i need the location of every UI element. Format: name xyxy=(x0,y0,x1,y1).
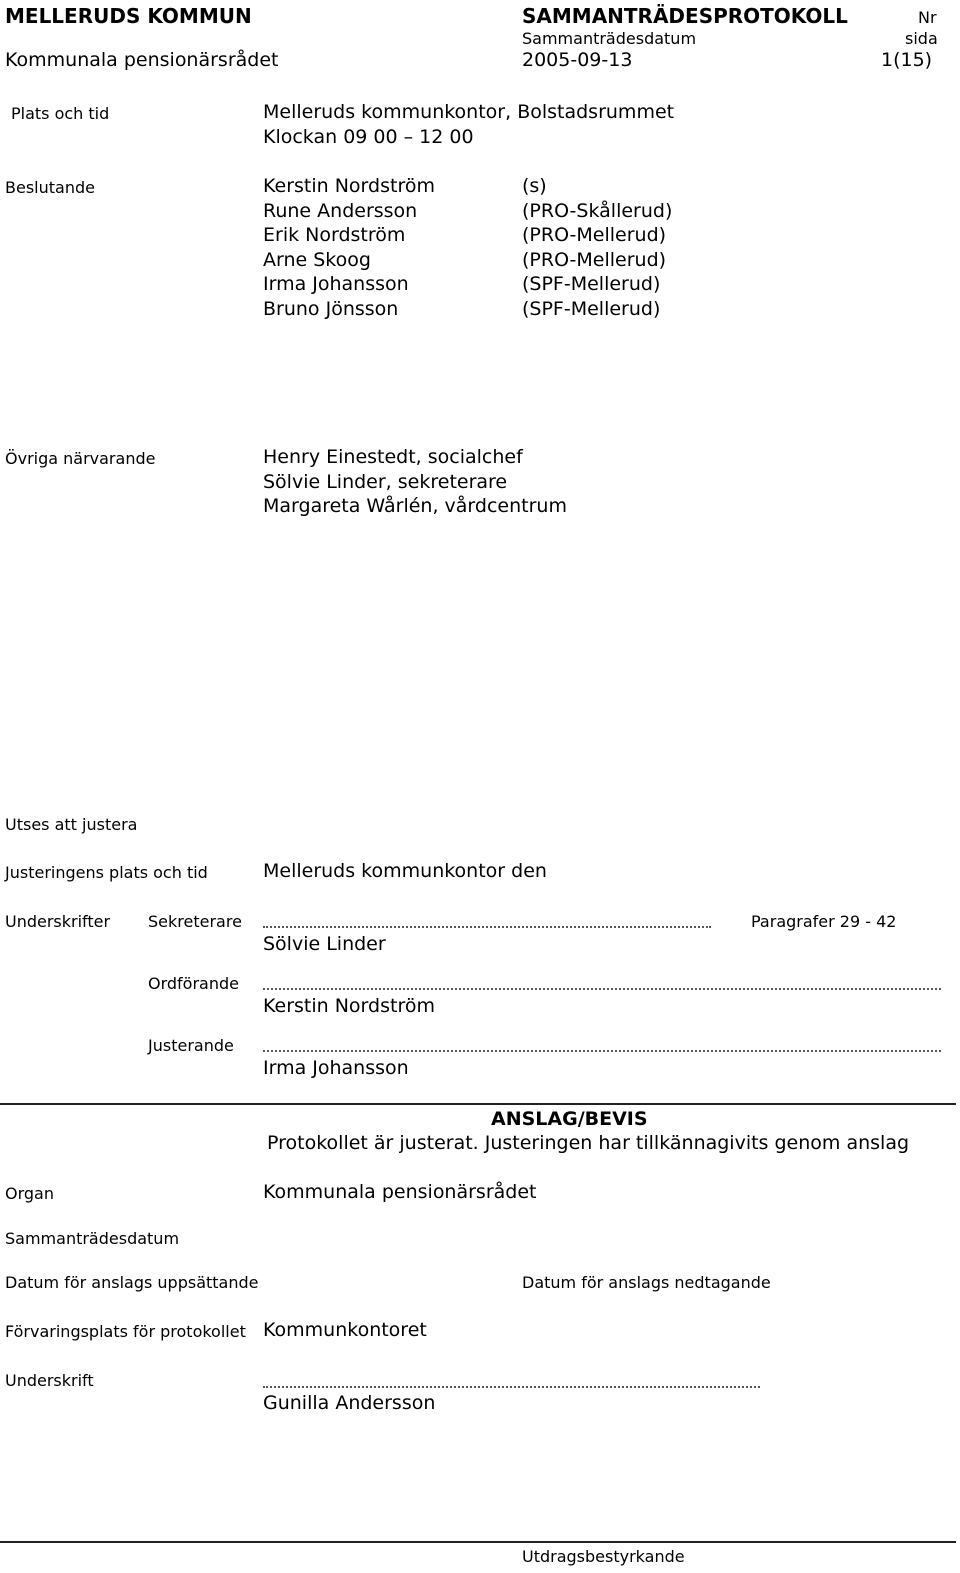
chair-label: Ordförande xyxy=(148,974,239,993)
place-time-label: Plats och tid xyxy=(11,104,110,123)
organ-label: Organ xyxy=(5,1184,54,1203)
body-name: Kommunala pensionärsrådet xyxy=(5,49,279,71)
section-divider xyxy=(0,1103,956,1105)
member-org: (SPF-Mellerud) xyxy=(522,298,661,320)
posted-date-label: Datum för anslags uppsättande xyxy=(5,1273,259,1292)
member-name: Kerstin Nordström xyxy=(263,175,435,197)
member-org: (PRO-Mellerud) xyxy=(522,224,667,246)
secretary-label: Sekreterare xyxy=(148,912,242,931)
member-name: Erik Nordström xyxy=(263,224,406,246)
municipality-title: MELLERUDS KOMMUN xyxy=(5,4,252,28)
organ-value: Kommunala pensionärsrådet xyxy=(263,1181,537,1203)
page-label: sida xyxy=(905,29,938,48)
header-date-label: Sammanträdesdatum xyxy=(522,29,697,48)
secretary-name: Sölvie Linder xyxy=(263,933,386,955)
page-number: 1(15) xyxy=(881,49,933,71)
paragraphs-range: Paragrafer 29 - 42 xyxy=(751,912,897,931)
present-person: Henry Einestedt, socialchef xyxy=(263,446,523,468)
member-org: (s) xyxy=(522,175,547,197)
time-line: Klockan 09 00 – 12 00 xyxy=(263,126,474,148)
signature-name: Gunilla Andersson xyxy=(263,1392,436,1414)
storage-label: Förvaringsplats för protokollet xyxy=(5,1322,246,1341)
member-name: Bruno Jönsson xyxy=(263,298,399,320)
member-name: Rune Andersson xyxy=(263,200,418,222)
member-name: Irma Johansson xyxy=(263,273,409,295)
notice-signature-line xyxy=(263,1386,760,1388)
notice-title: ANSLAG/BEVIS xyxy=(491,1108,648,1130)
member-org: (PRO-Skållerud) xyxy=(522,200,673,222)
adjuster-label: Justerande xyxy=(148,1036,234,1055)
place-line: Melleruds kommunkontor, Bolstadsrummet xyxy=(263,101,675,123)
appointed-adjuster-label: Utses att justera xyxy=(5,815,138,834)
storage-value: Kommunkontoret xyxy=(263,1319,427,1341)
footer-divider xyxy=(0,1541,956,1543)
chair-signature-line xyxy=(263,988,941,990)
document-type-title: SAMMANTRÄDESPROTOKOLL xyxy=(522,4,848,28)
secretary-signature-line xyxy=(263,926,711,928)
adjustment-place-label: Justeringens plats och tid xyxy=(5,863,208,882)
adjustment-place-value: Melleruds kommunkontor den xyxy=(263,860,547,882)
member-name: Arne Skoog xyxy=(263,249,371,271)
meeting-date: 2005-09-13 xyxy=(522,49,633,71)
signatures-label: Underskrifter xyxy=(5,912,111,931)
chair-name: Kerstin Nordström xyxy=(263,995,435,1017)
notice-text: Protokollet är justerat. Justeringen har tillkännagivits genom anslag xyxy=(267,1132,910,1154)
certifier-label: Utdragsbestyrkande xyxy=(522,1547,685,1566)
present-person: Margareta Wårlén, vårdcentrum xyxy=(263,495,567,517)
adjuster-name: Irma Johansson xyxy=(263,1057,409,1079)
decision-makers-label: Beslutande xyxy=(5,178,95,197)
removed-date-label: Datum för anslags nedtagande xyxy=(522,1273,771,1292)
others-present-label: Övriga närvarande xyxy=(5,449,156,468)
meeting-date-label: Sammanträdesdatum xyxy=(5,1229,180,1248)
signature-label: Underskrift xyxy=(5,1371,94,1390)
member-org: (SPF-Mellerud) xyxy=(522,273,661,295)
present-person: Sölvie Linder, sekreterare xyxy=(263,471,508,493)
member-org: (PRO-Mellerud) xyxy=(522,249,667,271)
nr-label: Nr xyxy=(918,8,937,27)
adjuster-signature-line xyxy=(263,1050,941,1052)
